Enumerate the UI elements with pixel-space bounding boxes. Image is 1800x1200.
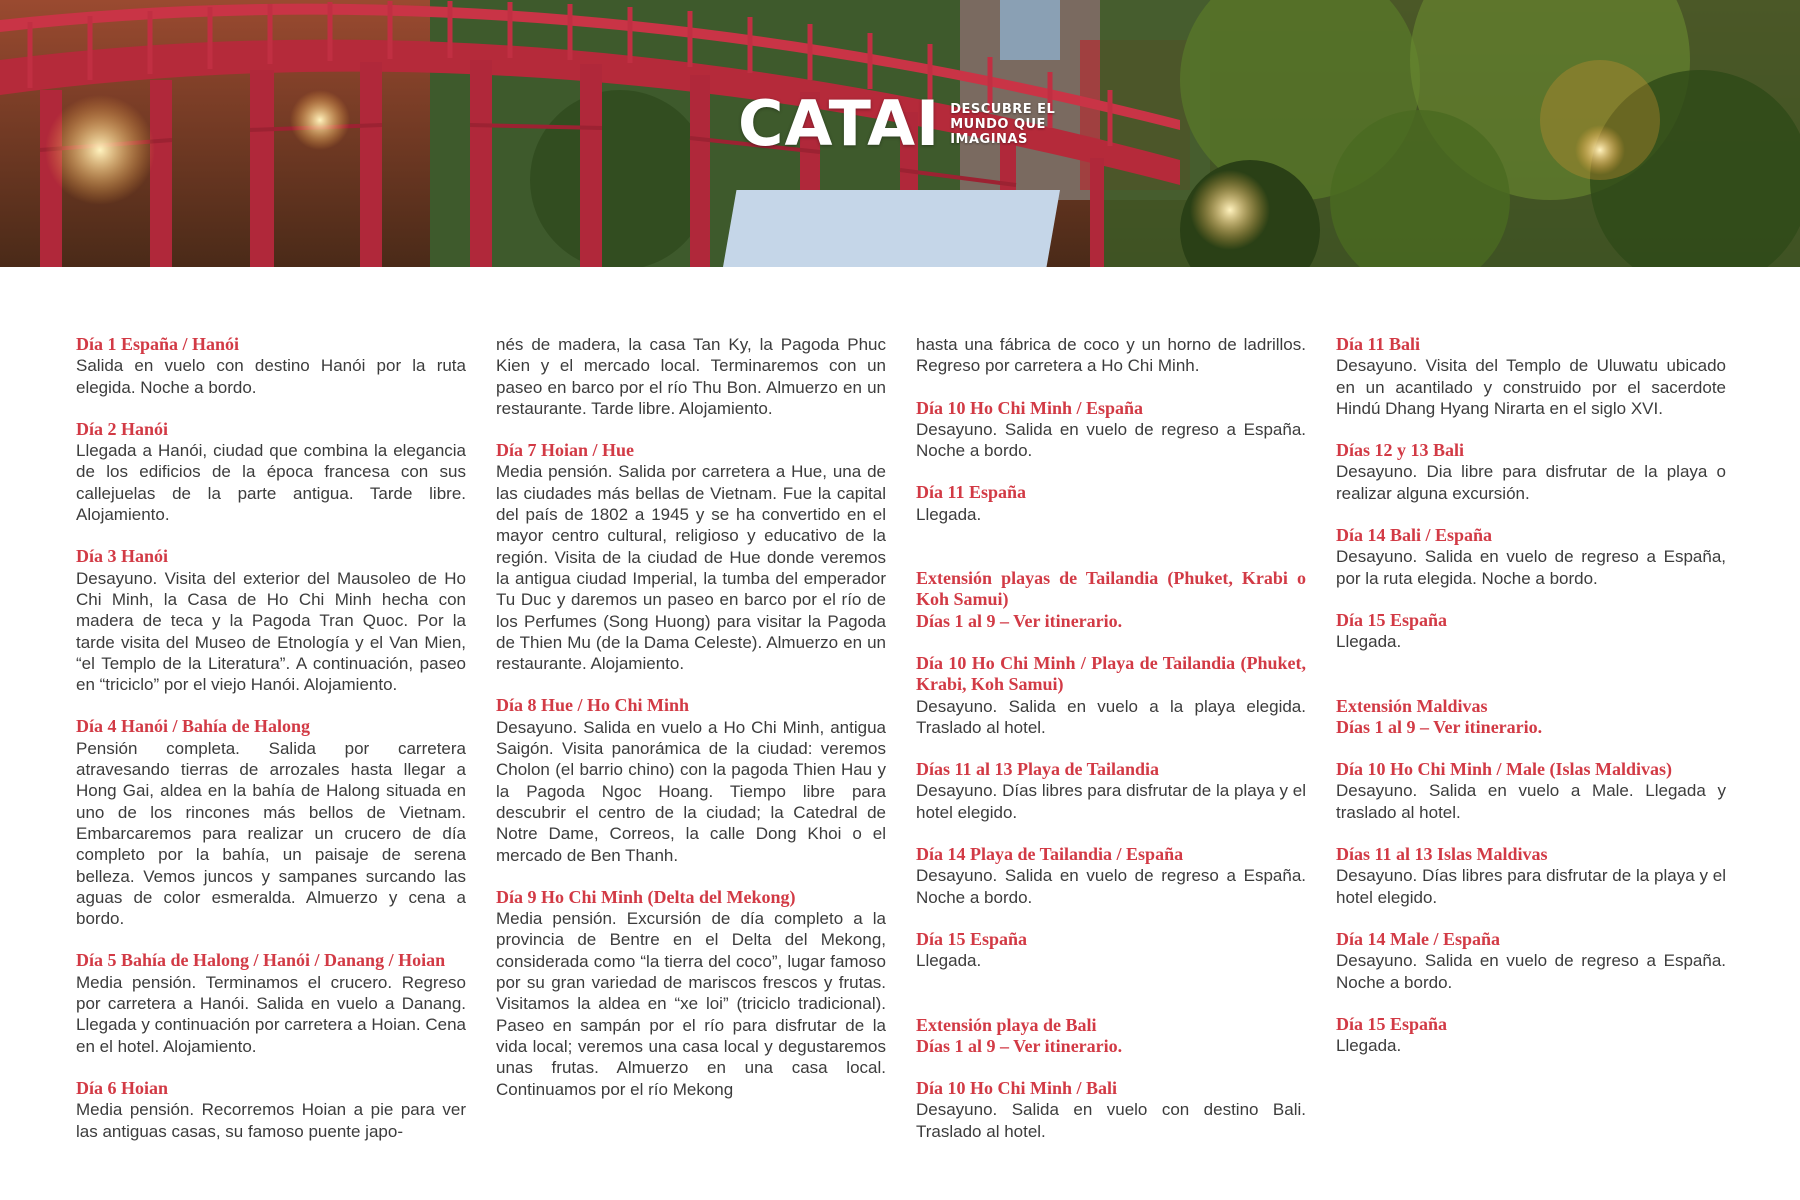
section-title: Días 11 al 13 Playa de Tailandia — [916, 759, 1160, 780]
section-body: Desayuno. Salida en vuelo a la playa elegida. Traslado al hotel. — [916, 696, 1306, 737]
section-title: Día 9 Ho Chi Minh (Delta del Mekong) — [496, 886, 796, 907]
itinerary-section — [916, 653, 1306, 738]
section-body: Salida en vuelo con destino Hanói por la ruta elegida. Noche a bordo. — [76, 356, 466, 397]
section-title: Día 2 Hanói — [76, 418, 169, 439]
itinerary-section — [496, 695, 886, 865]
section-title: Día 5 Bahía de Halong / Hanói / Danang / Hoian — [76, 950, 446, 971]
itinerary-section — [916, 844, 1306, 908]
itinerary-section — [496, 334, 886, 419]
section-body: Llegada. — [1336, 632, 1402, 652]
section-title: Día 15 España — [1336, 1013, 1448, 1034]
section-body: Media pensión. Excursión de día completo a la provincia de Bentre en el Delta del Mekong, considerada como “la tierra del coco”, lugar famoso por su gran variedad de mariscos frescos y frutas. Visitamos la aldea en “xe loi” (triciclo tradicional). Paseo en sampán por el río para disfrutar de la vida local; veremos una casa local y degustaremos unas frutas. Almuerzo en una casa local. Continuamos por el río Mekong — [496, 909, 886, 1099]
itinerary-section — [916, 482, 1306, 525]
section-body: Desayuno. Días libres para disfrutar de la playa y el hotel elegido. — [916, 781, 1306, 822]
itinerary-section — [1336, 440, 1726, 504]
section-title: Extensión playas de Tailandia (Phuket, Krabi o Koh Samui) — [916, 568, 1306, 610]
itinerary-section — [496, 887, 886, 1100]
section-body: Pensión completa. Salida por carretera atravesando tierras de arrozales hasta llegar a Hong Gai, aldea en la bahía de Halong situada en uno de los rincones más bellos de Vietnam. Embarcaremos para realizar un crucero de día completo por la bahía, un paisaje de serena belleza. Vemos juncos y sampanes surcando las aguas de color esmeralda. Almuerzo y cena a bordo. — [76, 738, 466, 929]
itinerary-section — [1336, 929, 1726, 993]
section-body: Llegada. — [916, 951, 982, 971]
itinerary-column-1 — [76, 334, 466, 1163]
section-title: Día 10 Ho Chi Minh / Bali — [916, 1078, 1118, 1099]
section-body: Llegada. — [916, 504, 982, 524]
section-body: Desayuno. Visita del exterior del Mausoleo de Ho Chi Minh, la Casa de Ho Chi Minh hecha con madera de teca y la Pagoda Tran Quoc. Por la tarde visita del Museo de Etnología y el Van Mien, “el Templo de la Literatura”. A continuación, paseo en “triciclo” por el viejo Hanói. Alojamiento. — [76, 568, 466, 695]
itinerary-section — [1336, 525, 1726, 589]
section-body: Desayuno. Visita del Templo de Uluwatu ubicado en un acantilado y construido por el sacerdote Hindú Dhang Hyang Nirarta en el siglo XVI. — [1336, 356, 1726, 418]
itinerary-section — [916, 1015, 1306, 1058]
section-title: Extensión playa de Bali — [916, 1014, 1097, 1035]
section-title: Día 4 Hanói / Bahía de Halong — [76, 716, 311, 737]
itinerary-columns — [76, 334, 1726, 1141]
itinerary-section — [916, 398, 1306, 462]
itinerary-section — [76, 546, 466, 695]
section-body: Desayuno. Días libres para disfrutar de la playa y el hotel elegido. — [1336, 866, 1726, 907]
itinerary-section — [76, 334, 466, 398]
section-body: Desayuno. Salida en vuelo con destino Bali. Traslado al hotel. — [916, 1100, 1306, 1141]
section-body: Desayuno. Salida en vuelo de regreso a España. Noche a bordo. — [916, 419, 1306, 461]
section-body: Desayuno. Dia libre para disfrutar de la playa o realizar alguna excursión. — [1336, 462, 1726, 503]
itinerary-column-3 — [916, 334, 1306, 1163]
catai-logo — [738, 87, 1056, 160]
section-body: Llegada. — [1336, 1036, 1402, 1056]
section-title: Día 11 Bali — [1336, 334, 1421, 354]
itinerary-section — [76, 950, 466, 1056]
itinerary-section — [1336, 696, 1726, 739]
section-body: Desayuno. Salida en vuelo de regreso a España. Noche a bordo. — [916, 866, 1306, 907]
section-body: Desayuno. Salida en vuelo a Ho Chi Minh, antigua Saigón. Visita panorámica de la ciudad: veremos Cholon (el barrio chino) con la pagoda Thien Hau y la Pagoda Ngoc Hoang. Tiempo libre para descubrir el centro de la ciudad; la Catedral de Notre Dame, Correos, la calle Dong Khoi o el mercado de Ben Thanh. — [496, 717, 886, 865]
section-title: Días 12 y 13 Bali — [1336, 440, 1465, 461]
itinerary-section — [76, 1078, 466, 1142]
section-title: Día 10 Ho Chi Minh / Playa de Tailandia (Phuket, Krabi, Koh Samui) — [916, 652, 1306, 695]
section-body: Desayuno. Salida en vuelo a Male. Llegada y traslado al hotel. — [1336, 781, 1726, 822]
section-body: nés de madera, la casa Tan Ky, la Pagoda Phuc Kien y el mercado local. Terminaremos con un paseo en barco por el río Thu Bon. Almuerzo en un restaurante. Tarde libre. Alojamiento. — [496, 335, 886, 418]
section-body: Llegada a Hanói, ciudad que combina la elegancia de los edificios de la época francesa con sus callejuelas de la parte antigua. Tarde libre. Alojamiento. — [76, 441, 466, 525]
section-body: Desayuno. Salida en vuelo de regreso a España. Noche a bordo. — [1336, 951, 1726, 992]
section-title: Día 14 Male / España — [1336, 928, 1501, 949]
section-subtitle: Días 1 al 9 – Ver itinerario. — [916, 610, 1123, 631]
section-title: Día 14 Playa de Tailandia / España — [916, 844, 1184, 865]
section-subtitle: Días 1 al 9 – Ver itinerario. — [1336, 716, 1543, 737]
section-body: Media pensión. Terminamos el crucero. Regreso por carretera a Hanói. Salida en vuelo a Danang. Llegada y continuación por carretera a Hoian. Cena en el hotel. Alojamiento. — [76, 972, 466, 1056]
section-title: Día 10 Ho Chi Minh / España — [916, 397, 1144, 418]
itinerary-section — [916, 568, 1306, 632]
itinerary-section — [916, 759, 1306, 823]
itinerary-section — [76, 419, 466, 525]
section-subtitle: Días 1 al 9 – Ver itinerario. — [916, 1035, 1123, 1056]
section-title: Día 6 Hoian — [76, 1077, 169, 1098]
header-photo — [0, 0, 1800, 267]
itinerary-column-2 — [496, 334, 886, 1121]
logo-tagline: DESCUBRE EL MUNDO QUE IMAGINAS — [950, 101, 1056, 147]
itinerary-section — [1336, 759, 1726, 823]
itinerary-section — [1336, 1014, 1726, 1057]
section-title: Días 11 al 13 Islas Maldivas — [1336, 844, 1548, 865]
section-title: Día 7 Hoian / Hue — [496, 440, 635, 461]
itinerary-section — [496, 440, 886, 674]
section-title: Día 1 España / Hanói — [76, 334, 240, 354]
itinerary-section — [916, 1078, 1306, 1142]
logo-wordmark: CATAI — [738, 87, 941, 160]
itinerary-section — [916, 334, 1306, 377]
section-title: Día 10 Ho Chi Minh / Male (Islas Maldivas) — [1336, 759, 1673, 780]
itinerary-section — [916, 929, 1306, 972]
section-body: Media pensión. Salida por carretera a Hue, una de las ciudades más bellas de Vietnam. Fue la capital del país de 1802 a 1945 y se ha convertido en el mayor centro cultural, religioso y educativo de la región. Visita de la ciudad de Hue donde veremos la antigua ciudad Imperial, la tumba del emperador Tu Duc y daremos un paseo en barco por el río de los Perfumes (Song Huong) para visitar la Pagoda de Thien Mu (de la Dama Celeste). Almuerzo en un restaurante. Alojamiento. — [496, 462, 886, 674]
section-title: Día 3 Hanói — [76, 546, 169, 567]
section-title: Día 8 Hue / Ho Chi Minh — [496, 695, 690, 716]
itinerary-section — [76, 716, 466, 929]
section-body: hasta una fábrica de coco y un horno de ladrillos. Regreso por carretera a Ho Chi Minh. — [916, 335, 1306, 376]
itinerary-section — [1336, 610, 1726, 653]
section-title: Extensión Maldivas — [1336, 695, 1488, 716]
section-title: Día 14 Bali / España — [1336, 525, 1493, 546]
itinerary-section — [1336, 334, 1726, 419]
section-title: Día 15 España — [916, 928, 1028, 949]
itinerary-section — [1336, 844, 1726, 908]
section-title: Día 15 España — [1336, 609, 1448, 630]
section-title: Día 11 España — [916, 482, 1027, 503]
section-body: Desayuno. Salida en vuelo de regreso a España, por la ruta elegida. Noche a bordo. — [1336, 547, 1726, 588]
itinerary-column-4 — [1336, 334, 1726, 1077]
section-body: Media pensión. Recorremos Hoian a pie para ver las antiguas casas, su famoso puente japo- — [76, 1100, 466, 1141]
header-tab-shape — [723, 190, 1060, 267]
